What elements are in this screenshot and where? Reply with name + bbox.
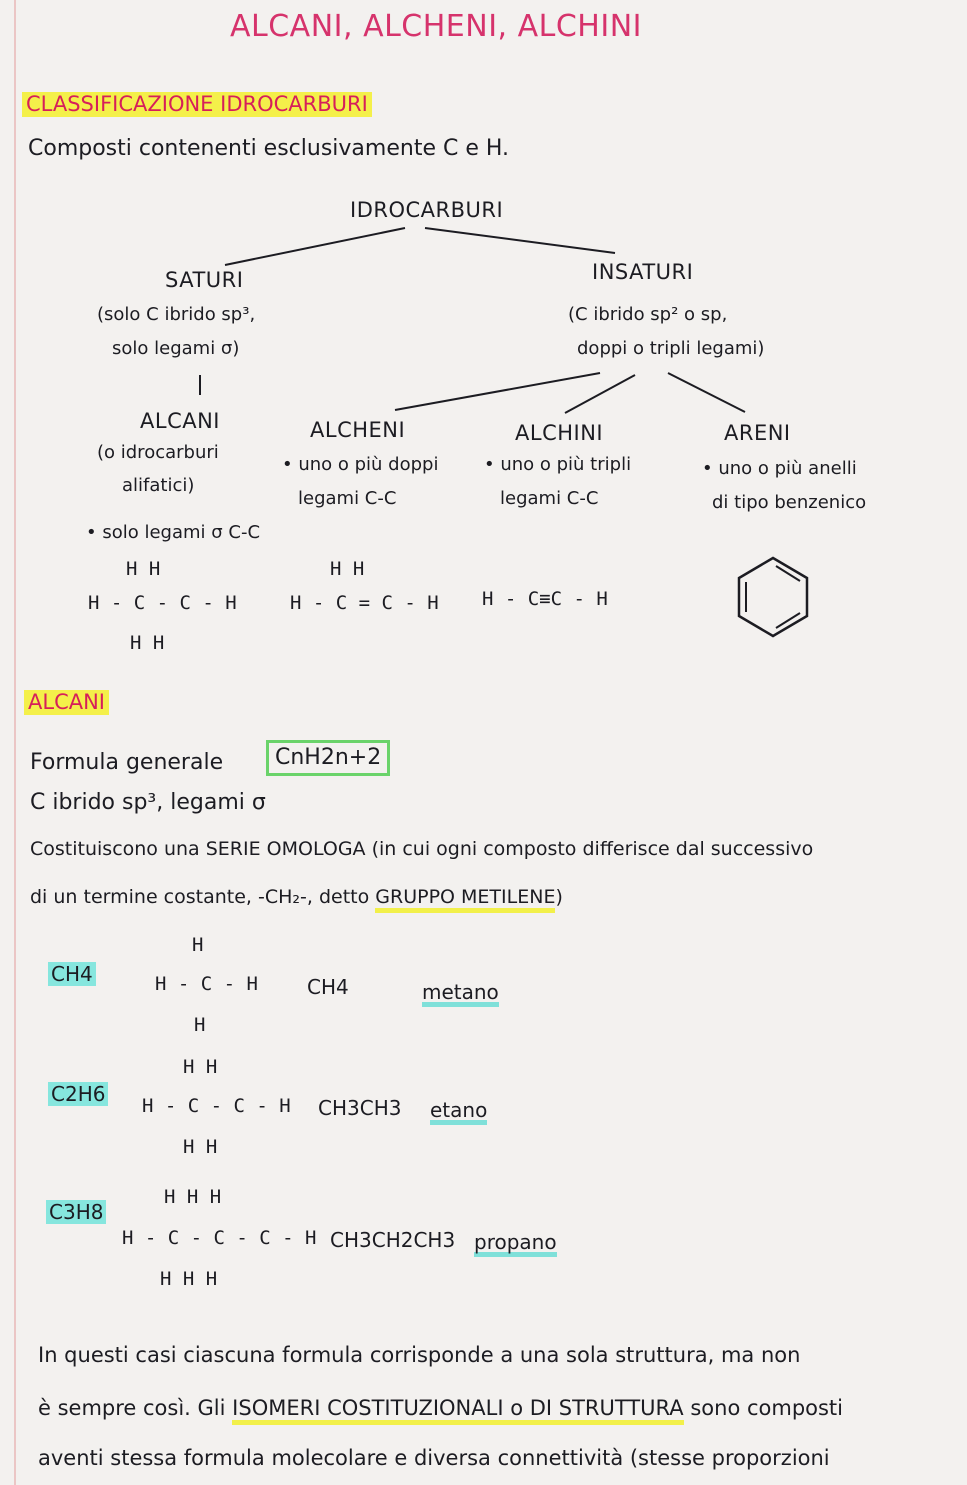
propane-condensed: CH3CH2CH3 bbox=[330, 1228, 456, 1252]
methylene-group-highlight: GRUPPO METILENE bbox=[375, 886, 555, 913]
propane-formula: C3H8 bbox=[46, 1200, 106, 1224]
hybridization-text: C ibrido sp³, legami σ bbox=[30, 790, 266, 815]
connector-alcheni bbox=[395, 373, 600, 410]
areni-label: ARENI bbox=[724, 421, 791, 445]
methane-condensed: CH4 bbox=[307, 975, 349, 999]
connector-insaturi bbox=[425, 228, 615, 253]
ethene-top-h: H H bbox=[330, 558, 365, 580]
ethane-homolog-top-h: H H bbox=[183, 1056, 218, 1078]
alchini-desc-1: • uno o più tripli bbox=[484, 454, 632, 475]
ethane-top-h: H H bbox=[126, 558, 161, 580]
areni-desc-1: • uno o più anelli bbox=[702, 458, 857, 479]
ethane-main-chain: H - C - C - H bbox=[88, 592, 237, 614]
ethane-homolog-bottom-h: H H bbox=[183, 1136, 218, 1158]
ethene-main-chain: H - C = C - H bbox=[290, 592, 439, 614]
alcheni-desc-2: legami C-C bbox=[298, 488, 397, 509]
ethane-name: etano bbox=[430, 1100, 487, 1125]
methane-top-h: H bbox=[192, 934, 204, 956]
insaturi-label: INSATURI bbox=[592, 260, 694, 284]
saturi-desc-1: (solo C ibrido sp³, bbox=[97, 304, 256, 325]
alchini-label: ALCHINI bbox=[515, 421, 604, 445]
closing-line-2-pre: è sempre così. Gli bbox=[38, 1396, 226, 1420]
page-title: ALCANI, ALCHENI, ALCHINI bbox=[230, 9, 643, 44]
ethane-homolog-main-chain: H - C - C - H bbox=[142, 1095, 291, 1117]
alcani-label: ALCANI bbox=[140, 409, 220, 433]
propane-main-chain: H - C - C - C - H bbox=[122, 1227, 317, 1249]
methane-main-chain: H - C - H bbox=[155, 973, 258, 995]
connector-saturi bbox=[225, 228, 405, 265]
ethane-formula: C2H6 bbox=[48, 1082, 108, 1106]
homolog-series-text: Costituiscono una SERIE OMOLOGA (in cui ogni composto differisce dal successivo bbox=[30, 838, 814, 860]
connector-alchini bbox=[565, 375, 635, 413]
saturi-label: SATURI bbox=[165, 268, 244, 292]
tree-root-label: IDROCARBURI bbox=[350, 198, 504, 222]
methylene-line-pre: di un termine costante, -CH₂-, detto bbox=[30, 886, 370, 908]
general-formula-label: Formula generale bbox=[30, 750, 224, 775]
ethane-bottom-h: H H bbox=[130, 632, 165, 654]
methylene-line-post: ) bbox=[555, 886, 563, 908]
ethyne-main-chain: H - C≡C - H bbox=[482, 588, 608, 610]
alcheni-desc-1: • uno o più doppi bbox=[282, 454, 439, 475]
propane-top-h: H H H bbox=[164, 1186, 222, 1208]
closing-line-3: aventi stessa formula molecolare e diversa connettività (stesse proporzioni bbox=[38, 1446, 830, 1470]
propane-name: propano bbox=[474, 1232, 557, 1257]
general-formula-box: CnH2n+2 bbox=[266, 740, 390, 776]
methane-name: metano bbox=[422, 982, 499, 1007]
methane-bottom-h: H bbox=[194, 1014, 206, 1036]
propane-bottom-h: H H H bbox=[160, 1268, 218, 1290]
saturi-desc-2: solo legami σ) bbox=[112, 338, 240, 359]
section-heading-alcani: ALCANI bbox=[24, 690, 109, 715]
section-heading-classification: CLASSIFICAZIONE IDROCARBURI bbox=[22, 92, 372, 117]
isomers-highlight: ISOMERI COSTITUZIONALI o DI STRUTTURA bbox=[232, 1396, 683, 1425]
alcheni-label: ALCHENI bbox=[310, 418, 406, 442]
intro-text: Composti contenenti esclusivamente C e H. bbox=[28, 136, 510, 161]
connector-areni bbox=[668, 373, 745, 412]
insaturi-desc-1: (C ibrido sp² o sp, bbox=[568, 304, 728, 325]
closing-line-2 bbox=[38, 1398, 843, 1419]
ethane-condensed: CH3CH3 bbox=[318, 1096, 402, 1120]
alcani-desc-1: (o idrocarburi bbox=[97, 442, 219, 463]
areni-desc-2: di tipo benzenico bbox=[712, 492, 867, 513]
insaturi-desc-2: doppi o tripli legami) bbox=[577, 338, 765, 359]
methylene-line bbox=[30, 888, 563, 907]
benzene-ring-icon bbox=[728, 552, 818, 642]
alcani-note: • solo legami σ C-C bbox=[86, 522, 261, 543]
methane-formula: CH4 bbox=[48, 962, 96, 986]
alcani-desc-2: alifatici) bbox=[122, 475, 195, 496]
alchini-desc-2: legami C-C bbox=[500, 488, 599, 509]
closing-line-2-post: sono composti bbox=[690, 1396, 844, 1420]
closing-line-1: In questi casi ciascuna formula corrisponde a una sola struttura, ma non bbox=[38, 1343, 801, 1367]
